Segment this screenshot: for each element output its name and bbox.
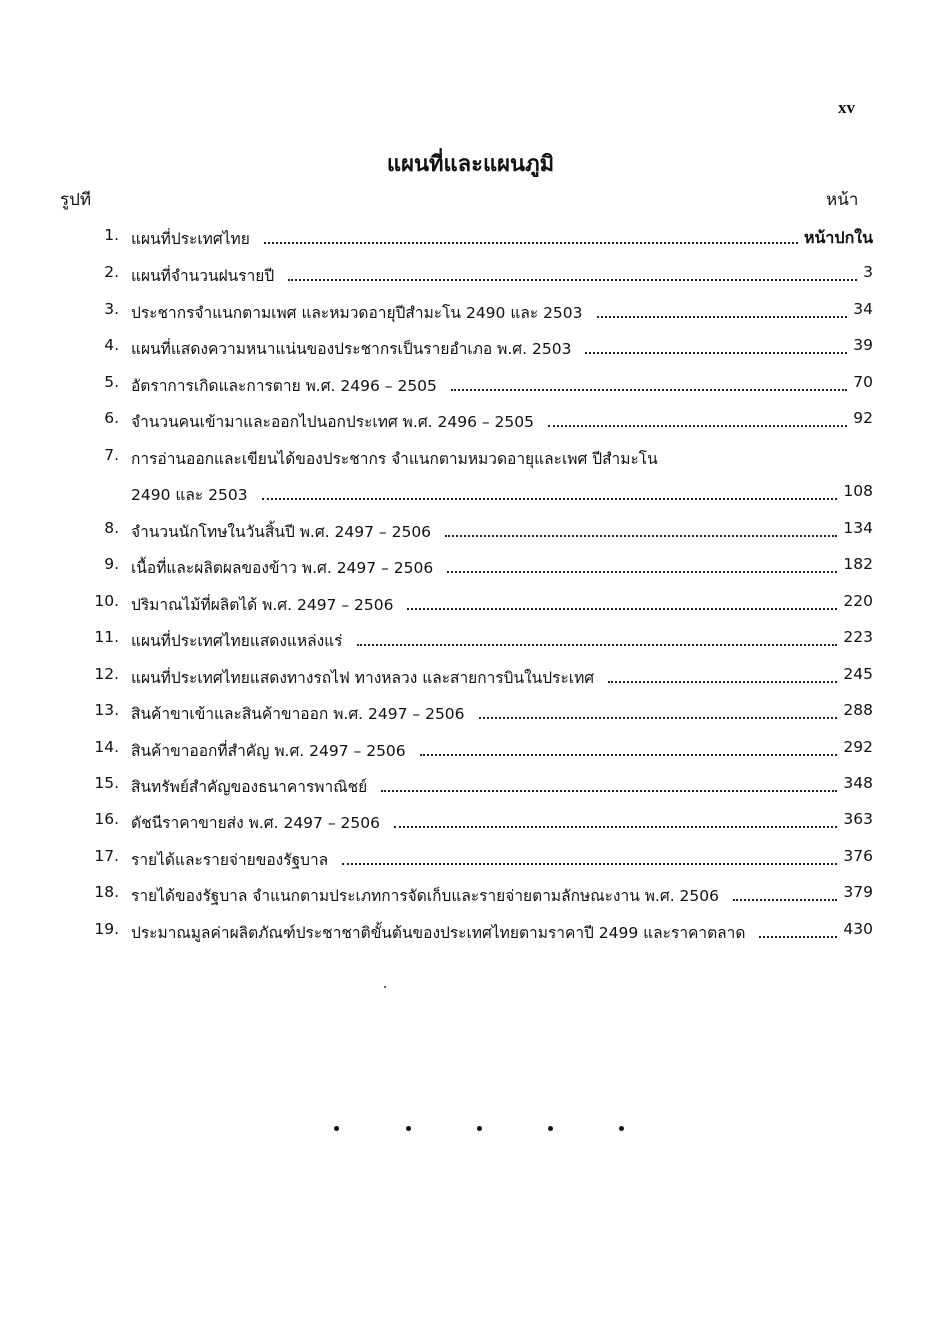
toc-entry [0,409,941,439]
entry-page: หน้าปกใน [803,228,873,247]
entry-title: อัตราการเกิดและการตาย พ.ศ. 2496 – 2505 [131,377,437,395]
toc-entry [0,738,941,768]
entry-page: 34 [853,300,873,318]
entry-number: 4. [104,336,119,354]
toc-entry [0,226,941,256]
entry-title: การอ่านออกและเขียนได้ของประชากร จำแนกตามหมวดอายุและเพศ ปีสำมะโน [131,450,658,468]
leader-dots [394,826,837,828]
entry-title: จำนวนคนเข้ามาและออกไปนอกประเทศ พ.ศ. 2496 – 2505 [131,413,535,431]
entry-number: 9. [104,555,119,573]
figure-column-label: รูปที [60,190,92,210]
entry-number: 19. [94,920,119,938]
entry-page: 182 [843,555,873,573]
entry-number: 1. [104,226,119,244]
separator-dot [619,1126,624,1131]
entry-page: 223 [843,628,873,646]
entry-number: 6. [104,409,119,427]
entry-title: แผนที่ประเทศไทย [131,230,250,248]
entry-page: 134 [843,519,873,537]
leader-dots [451,389,847,391]
entry-page: 379 [843,883,873,901]
entry-title: สินค้าขาเข้าและสินค้าขาออก พ.ศ. 2497 – 2506 [131,705,465,723]
entry-page: 430 [843,920,873,938]
leader-dots [288,279,857,281]
entry-number: 8. [104,519,119,537]
entry-number: 2. [104,263,119,281]
toc-entry [0,446,941,476]
entry-number: 18. [94,883,119,901]
scan-speck [384,986,386,988]
toc-entry [0,665,941,695]
entry-page: 39 [853,336,873,354]
entry-page: 376 [843,847,873,865]
entry-number: 5. [104,373,119,391]
leader-dots [357,644,837,646]
leader-dots [447,571,837,573]
leader-dots [342,863,837,865]
leader-dots [479,717,837,719]
entry-number: 13. [94,701,119,719]
entry-page: 292 [843,738,873,756]
entry-title: ประมาณมูลค่าผลิตภัณฑ์ประชาชาติขั้นต้นของประเทศไทยตามราคาปี 2499 และราคาตลาด [131,924,746,942]
entry-page: 348 [843,774,873,792]
entry-title: ประชากรจำแนกตามเพศ และหมวดอายุปีสำมะโน 2490 และ 2503 [131,304,583,322]
separator-dot [406,1126,411,1131]
leader-dots [445,535,837,537]
leader-dots [608,681,837,683]
entry-number: 17. [94,847,119,865]
toc-entry [0,810,941,840]
leader-dots [759,936,837,938]
leader-dots [733,899,837,901]
entry-page: 245 [843,665,873,683]
entry-page: 70 [853,373,873,391]
entry-title: แผนที่แสดงความหนาแน่นของประชากรเป็นรายอำเภอ พ.ศ. 2503 [131,340,572,358]
entry-title: จำนวนนักโทษในวันสิ้นปี พ.ศ. 2497 – 2506 [131,523,432,541]
entry-number: 15. [94,774,119,792]
entry-number: 7. [104,446,119,464]
toc-entry [0,701,941,731]
leader-dots [585,352,847,354]
entry-title: 2490 และ 2503 [131,486,248,504]
entry-title: รายได้ของรัฐบาล จำแนกตามประเภทการจัดเก็บและรายจ่ายตามลักษณะงาน พ.ศ. 2506 [131,887,720,905]
toc-entry [0,519,941,549]
page-column-label: หน้า [826,190,859,210]
toc-entry [0,263,941,293]
separator-dot [477,1126,482,1131]
page-title: แผนที่และแผนภูมิ [386,151,555,177]
entry-number: 12. [94,665,119,683]
entry-title: เนื้อที่และผลิตผลของข้าว พ.ศ. 2497 – 2506 [131,559,434,577]
leader-dots [262,498,837,500]
leader-dots [420,754,837,756]
leader-dots [407,608,837,610]
entry-page: 220 [843,592,873,610]
entry-title: สินค้าขาออกที่สำคัญ พ.ศ. 2497 – 2506 [131,742,406,760]
toc-entry [0,628,941,658]
leader-dots [264,242,798,244]
entry-title: ดัชนีราคาขายส่ง พ.ศ. 2497 – 2506 [131,814,380,832]
entry-number: 14. [94,738,119,756]
leader-dots [597,316,847,318]
entry-page: 363 [843,810,873,828]
entry-number: 11. [94,628,119,646]
toc-entry [0,555,941,585]
entry-number: 16. [94,810,119,828]
separator-dot [334,1126,339,1131]
entry-title: แผนที่ประเทศไทยแสดงแหล่งแร่ [131,632,343,650]
leader-dots [548,425,847,427]
entry-page: 108 [843,482,873,500]
entry-page: 92 [853,409,873,427]
entry-title: ปริมาณไม้ที่ผลิตได้ พ.ศ. 2497 – 2506 [131,596,394,614]
toc-entry [0,336,941,366]
toc-entry [0,300,941,330]
page-number: xv [838,98,855,117]
toc-entry [0,883,941,913]
entry-title: รายได้และรายจ่ายของรัฐบาล [131,851,329,869]
separator-dot [548,1126,553,1131]
toc-entry [0,592,941,622]
entry-page: 288 [843,701,873,719]
toc-entry [0,920,941,950]
toc-entry [0,774,941,804]
toc-entry [0,847,941,877]
toc-entry [0,482,941,512]
entry-title: แผนที่ประเทศไทยแสดงทางรถไฟ ทางหลวง และสายการบินในประเทศ [131,669,595,687]
entry-page: 3 [863,263,873,281]
leader-dots [381,790,837,792]
entry-title: แผนที่จำนวนฝนรายปี [131,267,275,285]
entry-number: 10. [94,592,119,610]
toc-entry [0,373,941,403]
entry-number: 3. [104,300,119,318]
entry-title: สินทรัพย์สำคัญของธนาคารพาณิชย์ [131,778,368,796]
